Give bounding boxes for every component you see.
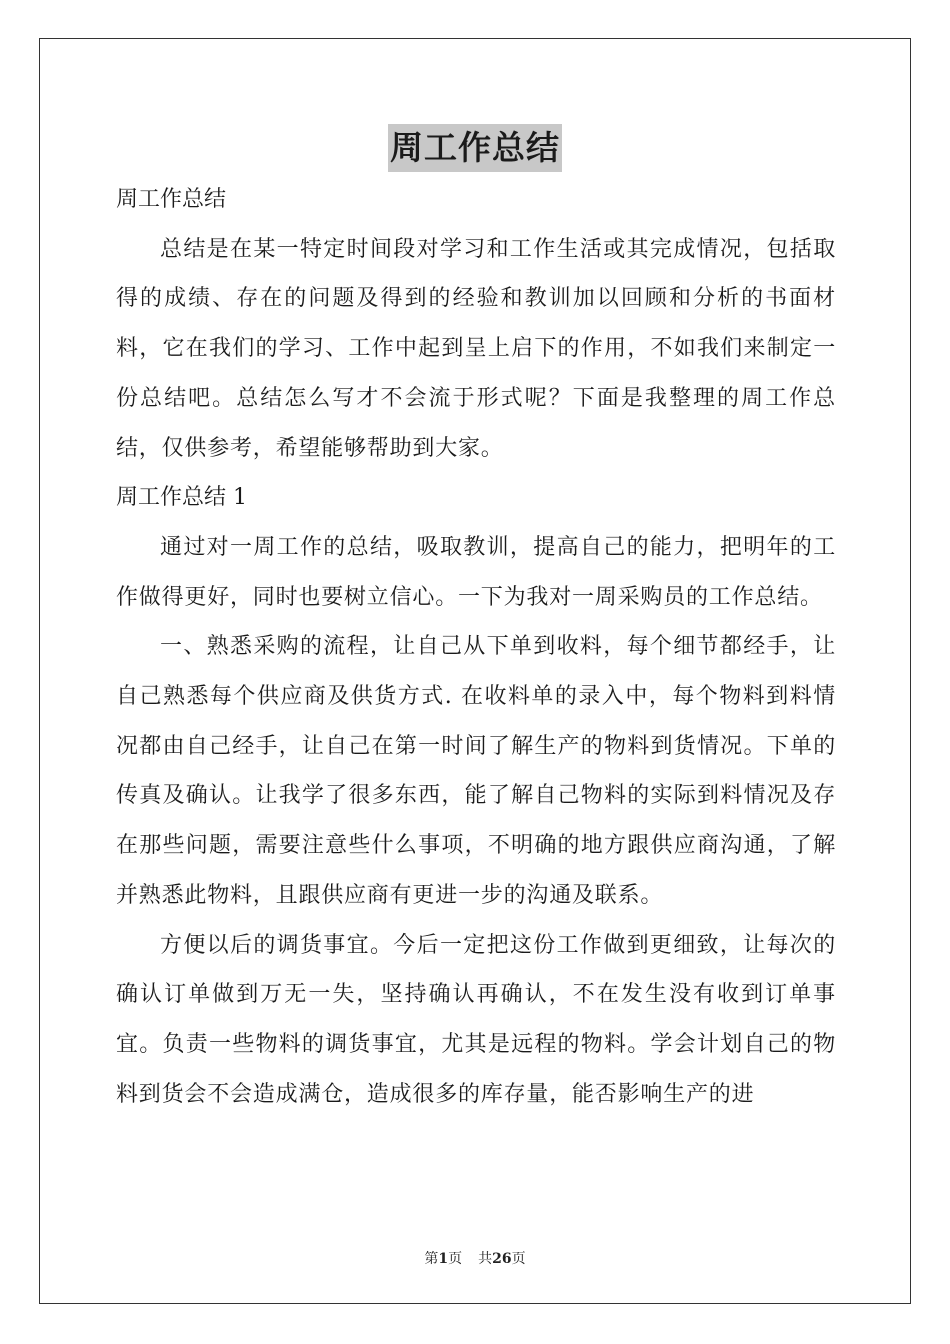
title-wrap [0, 124, 950, 172]
body-paragraph-3: 方便以后的调货事宜。今后一定把这份工作做到更细致，让每次的确认订单做到万无一失，坚持确认再确认，不在发生没有收到订单事宜。负责一些物料的调货事宜，尤其是远程的物料。学会计划自己的物料到货会不会造成满仓，造成很多的库存量，能否影响生产的进 [116, 932, 836, 1107]
total-suffix: 页 [511, 1251, 526, 1267]
page-suffix: 页 [448, 1251, 463, 1267]
page-prefix: 第 [424, 1251, 439, 1267]
document-title: 周工作总结 [388, 124, 562, 172]
body-paragraph-1: 通过对一周工作的总结，吸取教训，提高自己的能力，把明年的工作做得更好，同时也要树立信心。一下为我对一周采购员的工作总结。 [116, 534, 836, 610]
intro-paragraph: 总结是在某一特定时间段对学习和工作生活或其完成情况，包括取得的成绩、存在的问题及得到的经验和教训加以回顾和分析的书面材料，它在我们的学习、工作中起到呈上启下的作用，不如我们来制定一份总结吧。总结怎么写才不会流于形式呢？下面是我整理的周工作总结，仅供参考，希望能够帮助到大家。 [116, 236, 836, 461]
document-subtitle: 周工作总结 [116, 187, 227, 212]
document-body [116, 175, 836, 1119]
section-heading: 周工作总结 1 [116, 485, 247, 511]
page-total: 26 [492, 1251, 512, 1267]
page-footer [0, 1248, 950, 1268]
body-paragraph-2: 一、熟悉采购的流程，让自己从下单到收料，每个细节都经手，让自己熟悉每个供应商及供货方式. 在收料单的录入中，每个物料到料情况都由自己经手，让自己在第一时间了解生产的物料到货情况。下单的传真及确认。让我学了很多东西，能了解自己物料的实际到料情况及存在那些问题，需要注意些什么事项，不明确的地方跟供应商沟通，了解并熟悉此物料，且跟供应商有更进一步的沟通及联系。 [116, 634, 836, 908]
page-current: 1 [438, 1251, 449, 1267]
total-prefix: 共 [478, 1251, 493, 1267]
